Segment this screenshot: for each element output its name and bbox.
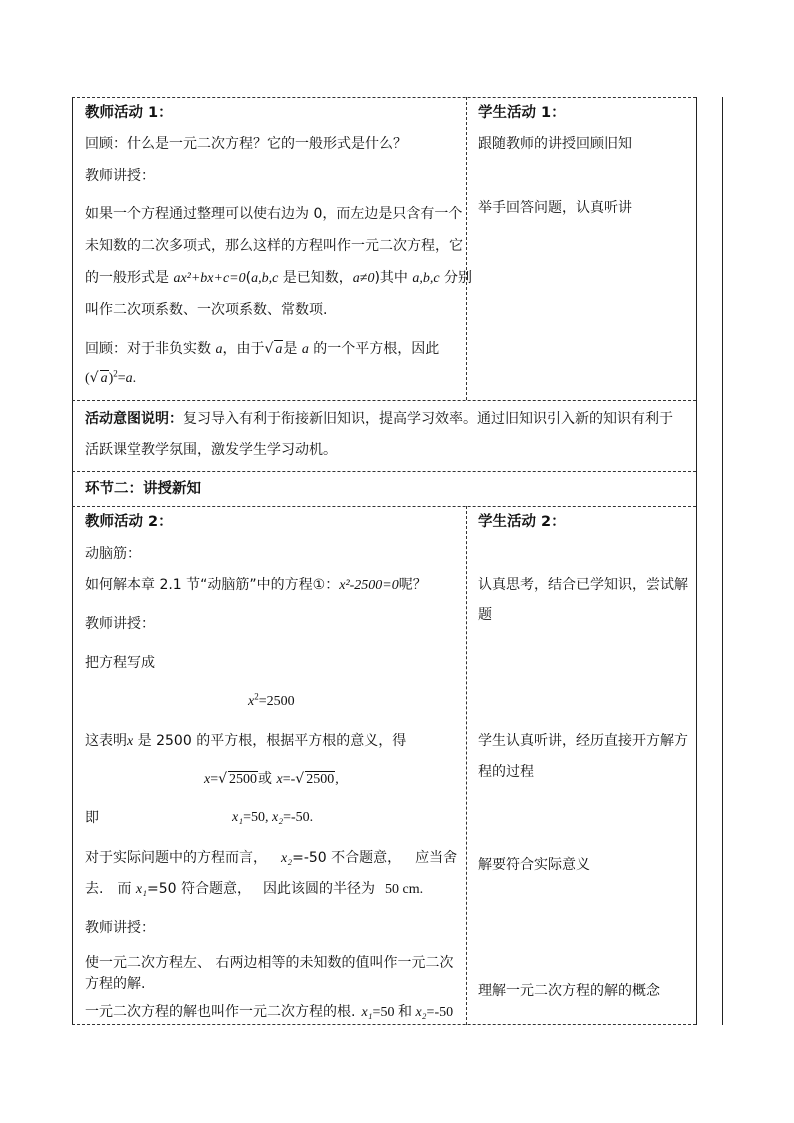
known-numbers-text: 是已知数， [278, 270, 353, 286]
activity-intent-line-1 [85, 411, 673, 427]
brain-question-end: 呢？ [398, 577, 427, 593]
solution-definition-line-1: 使一元二次方程左、 右两边相等的未知数的值叫作一元二次 [85, 955, 454, 971]
activity-intent-text-1: 复习导入有利于衔接新旧知识，提高学习效率。通过旧知识引入新的知识有利于 [183, 411, 673, 427]
x2-label: x₂ [272, 810, 284, 825]
var-x-2: x [127, 734, 134, 749]
teacher-activity-1-heading: 教师活动 1： [85, 105, 173, 121]
definition-line-1: 如果一个方程通过整理可以使右边为 0，而左边是只含有一个 [85, 206, 463, 222]
teacher-lecture-label-1: 教师讲授： [85, 168, 155, 184]
definition-line-3-text: 的一般形式是 [85, 270, 174, 286]
review2-text-b: ，由于 [222, 341, 265, 357]
root-def-text-b: =50 和 [372, 1005, 416, 1020]
brain-exercise-label: 动脑筋： [85, 546, 141, 562]
sqrt-a-radicand-2: a [100, 371, 108, 386]
review2-text-d: 的一个平方根，因此 [308, 341, 440, 357]
sqrt-2500-2: 2500 [306, 772, 335, 787]
among-text: )其中 [374, 270, 413, 286]
equation-1: x²-2500=0 [339, 578, 399, 593]
x2-value: =-50. [283, 810, 314, 825]
root-def-text-a: 一元二次方程的解也叫作一元二次方程的根. [85, 1004, 356, 1020]
row-divider-2 [72, 471, 696, 472]
paren-open: ( [245, 270, 252, 286]
abc-variables-2: a,b,c [412, 271, 440, 286]
student-activity-1-line-2: 举手回答问题，认真听讲 [478, 200, 632, 216]
means-text-b: 是 2500 的平方根，根据平方根的意义，得 [133, 733, 407, 749]
practical-text-d: 去. [85, 881, 104, 897]
brain-question-text: 如何解本章 2.1 节“动脑筋”中的方程①： [85, 577, 340, 593]
row-divider-3 [72, 506, 696, 507]
practical-text-c: 应当舍 [415, 850, 458, 866]
sqrt-2500: 2500 [229, 772, 258, 787]
x1-label-3: x₁ [361, 1005, 373, 1020]
ji-label: 即 [85, 810, 99, 826]
student-activity-1-heading: 学生活动 1： [478, 105, 566, 121]
review-nonneg-line [85, 340, 439, 358]
var-a: a [215, 342, 223, 357]
radical-sign-icon-2: √ [89, 370, 99, 386]
student-activity-2-line-4: 程的过程 [478, 764, 534, 780]
definition-line-2: 未知数的二次多项式，那么这样的方程叫作一元二次方程，它 [85, 238, 463, 254]
teacher-lecture-label-3: 教师讲授： [85, 920, 155, 936]
student-activity-2-line-5: 解要符合实际意义 [478, 857, 590, 873]
solution-definition-line-2: 方程的解. [85, 976, 146, 992]
practical-text-e: 而 [117, 881, 136, 897]
brain-exercise-question [85, 577, 427, 594]
var-x: x [248, 694, 255, 709]
root-def-text-c: =-50 [426, 1005, 454, 1020]
var-x-3: x [204, 772, 211, 787]
student-activity-2-line-3: 学生认真听讲，经历直接开方解方 [478, 733, 688, 749]
table-border-right [696, 97, 697, 1025]
roots-values [232, 810, 313, 826]
or-text: 或 [258, 771, 277, 787]
var-a-2: a [301, 342, 309, 357]
var-x-4: x [276, 772, 283, 787]
equation-rhs: =2500 [258, 694, 295, 709]
equation-x-squared: $x^2=2500$ [248, 691, 295, 709]
means-text-a: 这表明 [85, 733, 127, 749]
student-activity-2-heading: 学生活动 2： [478, 514, 566, 530]
review-question: 回顾：什么是一元二次方程？它的一般形式是什么？ [85, 136, 407, 152]
teacher-lecture-label-2: 教师讲授： [85, 616, 155, 632]
practical-text-b: =-50 不合题意， [292, 850, 402, 866]
radical-sign-icon-4: √ [295, 771, 305, 787]
practical-text-g: 因此该圆的半径为 [263, 881, 375, 897]
practical-line-1 [85, 850, 457, 867]
x2-label-2: x₂ [281, 851, 293, 866]
sqrt-square-identity: (√ a)$^2$=a. [85, 368, 137, 386]
x2-label-3: x₂ [415, 1005, 427, 1020]
abc-variables: a,b,c [251, 271, 279, 286]
practical-text-a: 对于实际问题中的方程而言， [85, 850, 267, 866]
row-divider-top [72, 97, 696, 98]
radical-sign-icon: √ [264, 341, 274, 357]
root-definition-line [85, 1004, 453, 1021]
sqrt-a-radicand: a [275, 342, 283, 357]
radius-value: 50 cm. [385, 882, 424, 897]
respectively-text: 分别 [439, 270, 473, 286]
student-activity-2-line-2: 题 [478, 607, 492, 623]
review2-text-c: 是 [283, 341, 302, 357]
practical-text-f: =50 符合题意， [147, 881, 251, 897]
column-divider-1 [466, 97, 467, 400]
row-divider-1 [72, 400, 696, 401]
square-root-meaning [85, 733, 406, 750]
x1-value: =50, [243, 810, 269, 825]
table-border-left [72, 97, 73, 1025]
outer-border-right [722, 97, 723, 1025]
activity-intent-line-2: 活跃课堂教学氛围，激发学生学习动机。 [85, 442, 337, 458]
x1-label: x₁ [232, 810, 244, 825]
section-2-title: 环节二：讲授新知 [85, 481, 201, 497]
x1-label-2: x₁ [135, 882, 147, 897]
practical-line-2 [85, 881, 423, 898]
row-divider-bottom [72, 1024, 696, 1025]
column-divider-2 [466, 506, 467, 1025]
review2-text-a: 回顾：对于非负实数 [85, 341, 216, 357]
student-activity-2-line-1: 认真思考，结合已学知识，尝试解 [478, 577, 688, 593]
definition-line-4: 叫作二次项系数、一次项系数、常数项. [85, 302, 328, 318]
student-activity-1-line-1: 跟随教师的讲授回顾旧知 [478, 136, 632, 152]
activity-intent-label: 活动意图说明： [85, 411, 183, 427]
student-activity-2-line-6: 理解一元二次方程的解的概念 [478, 983, 660, 999]
teacher-activity-2-heading: 教师活动 2： [85, 514, 173, 530]
var-a-3: a [125, 371, 133, 386]
a-not-zero: a≠0 [352, 271, 375, 286]
rewrite-text: 把方程写成 [85, 655, 155, 671]
definition-line-3 [85, 270, 472, 287]
roots-equation: x=√ 2500或 x=-√ 2500, [204, 771, 339, 787]
radical-sign-icon-3: √ [218, 771, 228, 787]
general-form-formula: ax²+bx+c=0 [173, 271, 246, 286]
